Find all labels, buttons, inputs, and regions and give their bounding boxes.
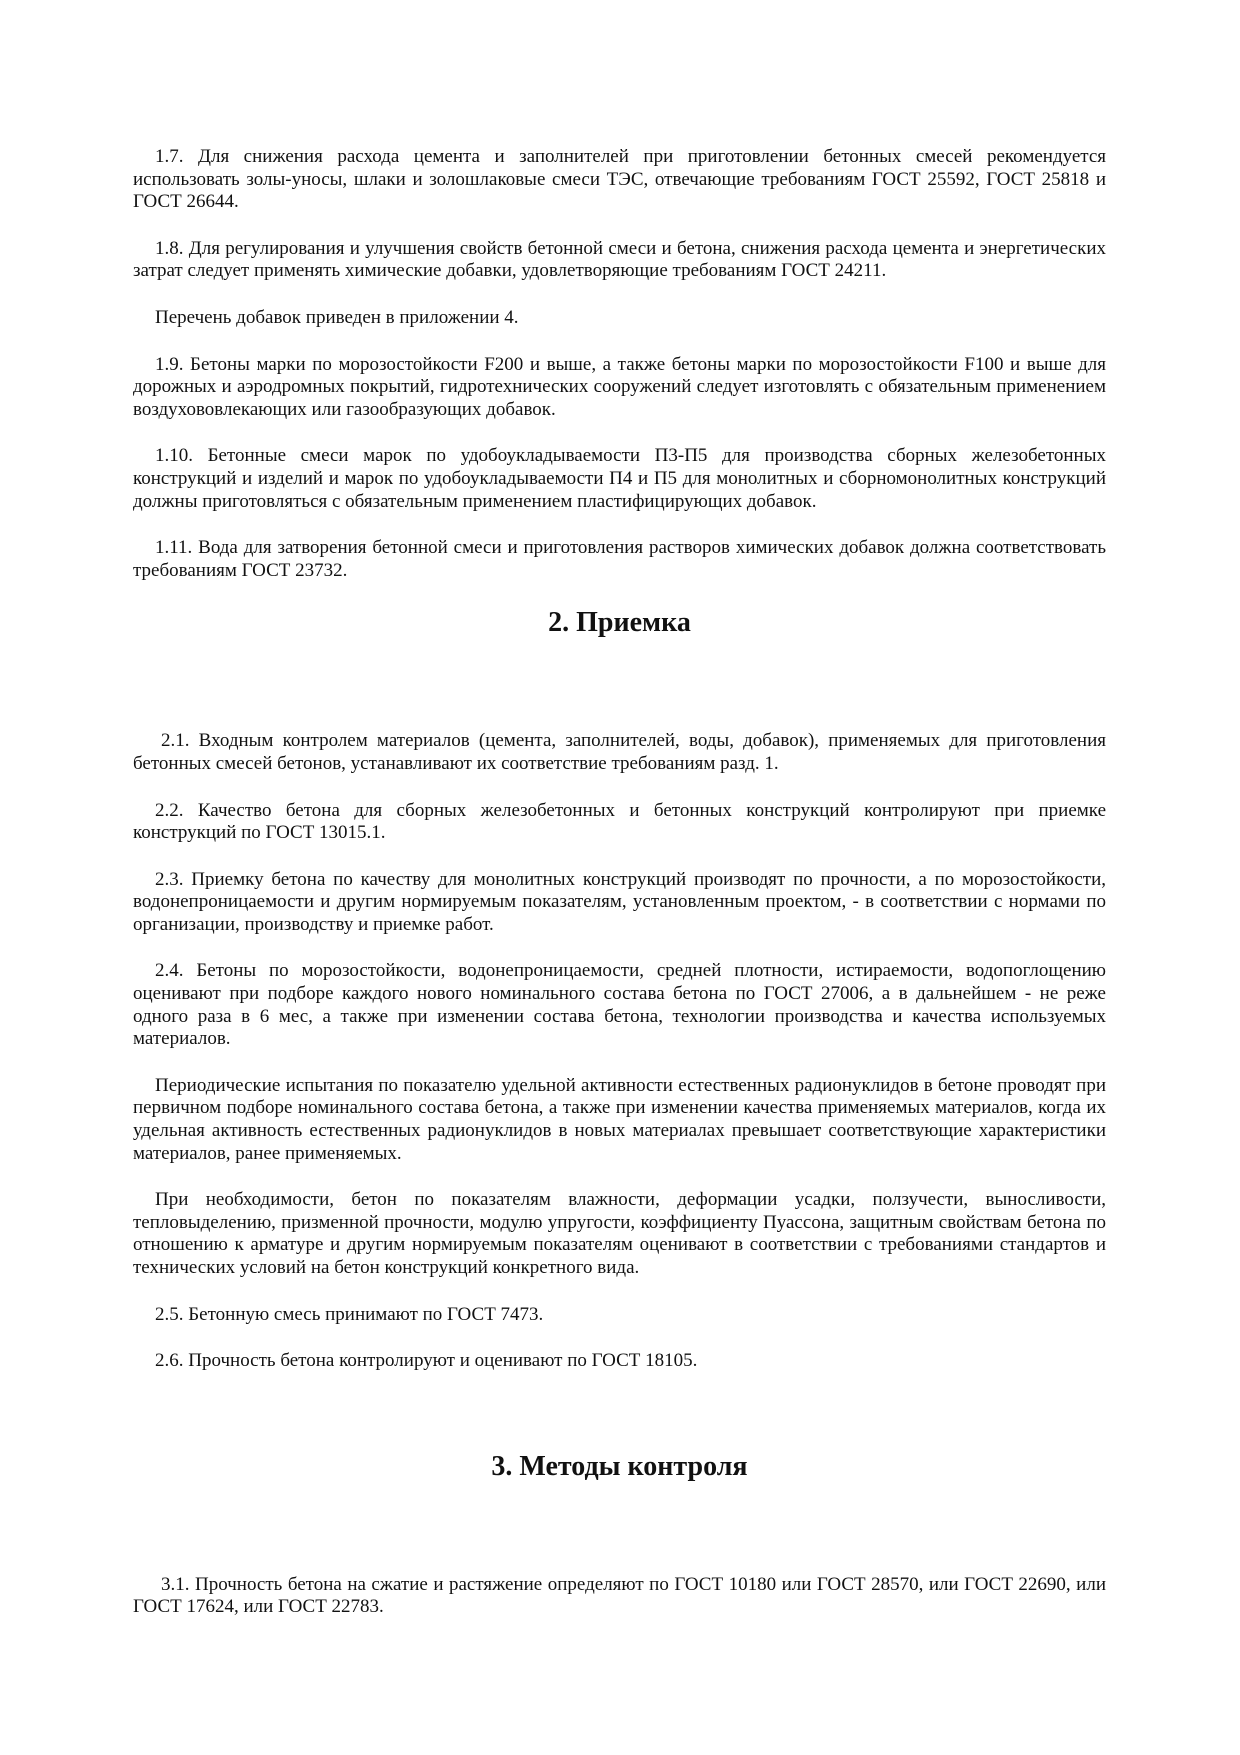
paragraph-if-necessary: При необходимости, бетон по показателям влажности, деформации усадки, ползучести, выносливости, тепловыделению, призменной прочности, модулю упругости, коэффициенту Пуассона, защитным свойствам бетона по отношению к арматуре и другим нормируемым показателям оценивают в соответствии с требованиями стандартов и технических условий на бетон конструкций конкретного вида. <box>133 1189 1106 1278</box>
document-page <box>133 146 1106 1643</box>
paragraph-1-8: 1.8. Для регулирования и улучшения свойств бетонной смеси и бетона, снижения расхода цемента и энергетических затрат следует применять химические добавки, удовлетворяющие требованиям ГОСТ 24211. <box>133 237 1106 282</box>
paragraph-2-6: 2.6. Прочность бетона контролируют и оценивают по ГОСТ 18105. <box>155 1350 698 1372</box>
paragraph-2-5: 2.5. Бетонную смесь принимают по ГОСТ 7473. <box>155 1303 544 1325</box>
paragraph-2-2: 2.2. Качество бетона для сборных железобетонных и бетонных конструкций контролируют при приемке конструкций по ГОСТ 13015.1. <box>133 799 1106 844</box>
paragraph-1-9: 1.9. Бетоны марки по морозостойкости F200 и выше, а также бетоны марки по морозостойкости F100 и выше для дорожных и аэродромных покрытий, гидротехнических сооружений следует изготовлять с обязательным применением воздухововлекающих или газообразующих добавок. <box>133 353 1106 420</box>
paragraph-1-10: 1.10. Бетонные смеси марок по удобоукладываемости П3-П5 для производства сборных железобетонных конструкций и изделий и марок по удобоукладываемости П4 и П5 для монолитных и сборномонолитных конструкций должны приготовляться с обязательным применением пластифицирующих добавок. <box>133 445 1106 512</box>
paragraph-additives-list: Перечень добавок приведен в приложении 4. <box>155 306 519 328</box>
paragraph-2-4: 2.4. Бетоны по морозостойкости, водонепроницаемости, средней плотности, истираемости, водопоглощению оценивают при подборе каждого нового номинального состава бетона по ГОСТ 27006, а в дальнейшем - не реже одного раза в 6 мес, а также при изменении состава бетона, технологии производства и качества используемых материалов. <box>133 960 1106 1050</box>
section-heading-control-methods: 3. Методы контроля <box>491 1450 748 1482</box>
paragraph-2-1: 2.1. Входным контролем материалов (цемента, заполнителей, воды, добавок), применяемых для приготовления бетонных смесей бетонов, устанавливают их соответствие требованиям разд. 1. <box>133 730 1106 774</box>
paragraph-periodic-tests: Периодические испытания по показателю удельной активности естественных радионуклидов в бетоне проводят при первичном подборе номинального состава бетона, а также при изменении качества применяемых материалов, когда их удельная активность естественных радионуклидов в новых материалах превышает соответствующие характеристики материалов, ранее применяемых. <box>133 1074 1106 1164</box>
paragraph-1-7: 1.7. Для снижения расхода цемента и заполнителей при приготовлении бетонных смесей рекомендуется использовать золы-уносы, шлаки и золошлаковые смеси ТЭС, отвечающие требованиям ГОСТ 25592, ГОСТ 25818 и ГОСТ 26644. <box>133 146 1106 213</box>
paragraph-1-11: 1.11. Вода для затворения бетонной смеси и приготовления растворов химических добавок должна соответствовать требованиям ГОСТ 23732. <box>133 537 1106 581</box>
section-heading-acceptance: 2. Приемка <box>548 607 691 639</box>
paragraph-3-1: 3.1. Прочность бетона на сжатие и растяжение определяют по ГОСТ 10180 или ГОСТ 28570, или ГОСТ 22690, или ГОСТ 17624, или ГОСТ 22783. <box>133 1573 1106 1618</box>
paragraph-2-3: 2.3. Приемку бетона по качеству для монолитных конструкций производят по прочности, а по морозостойкости, водонепроницаемости и другим нормируемым показателям, установленным проектом, - в соответствии с нормами по организации, производству и приемке работ. <box>133 868 1106 935</box>
